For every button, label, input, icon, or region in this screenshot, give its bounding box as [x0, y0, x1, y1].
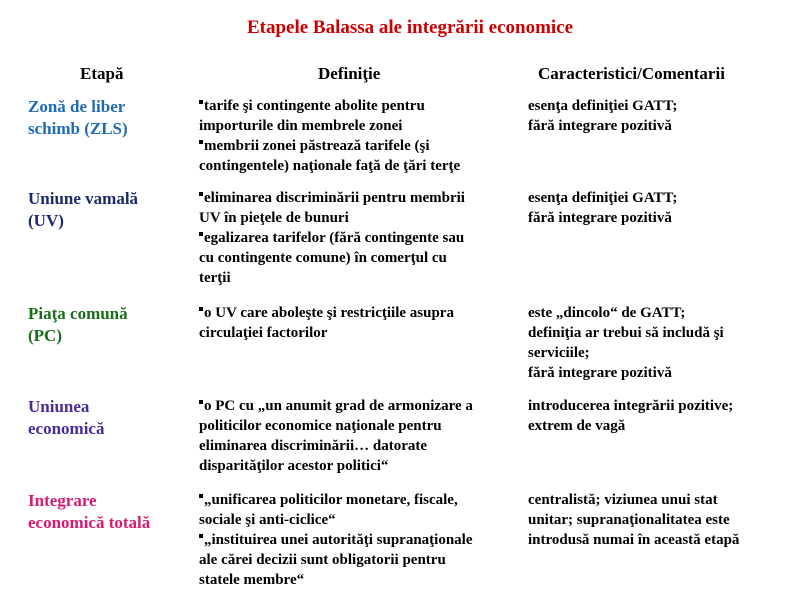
comments-pc — [528, 303, 783, 383]
stage-uv-line1: Uniune vamală — [28, 189, 139, 208]
comment-line: esenţa definiţiei GATT; — [528, 190, 678, 206]
comment-line: esenţa definiţiei GATT; — [528, 98, 678, 114]
definition-pc-bullet-1 — [199, 303, 509, 323]
definition-line: cu contingente comune) în comerţul cu — [199, 250, 447, 266]
stage-iet-line2: economică totală — [28, 513, 151, 532]
definition-line: „instituirea unei autorităţi supranaţionale — [204, 532, 473, 548]
definition-line: contingentele) naţionale faţă de ţări terţe — [199, 158, 461, 174]
definition-line: importurile din membrele zonei — [199, 118, 403, 134]
header-comments: Caracteristici/Comentarii — [538, 64, 725, 83]
definition-uv-bullet-1 — [199, 188, 509, 208]
header-stage: Etapă — [80, 64, 124, 83]
comments-iet — [528, 490, 783, 550]
stage-pc-line1: Piaţa comună — [28, 304, 128, 323]
header-definition: Definiţie — [318, 64, 381, 83]
comment-line: introdusă numai în această etapă — [528, 532, 740, 548]
page-title: Etapele Balassa ale integrării economice — [246, 17, 574, 38]
definition-line: eliminarea discriminării… datorate — [199, 438, 428, 454]
definition-line: tarife şi contingente abolite pentru — [204, 98, 425, 114]
definition-zls-bullet-1 — [199, 96, 509, 116]
definition-iet-bullet-2 — [199, 530, 509, 550]
comment-line: extrem de vagă — [528, 418, 626, 434]
comment-line: fără integrare pozitivă — [528, 118, 672, 134]
comment-line: fără integrare pozitivă — [528, 210, 672, 226]
stage-ue — [28, 396, 104, 440]
comment-line: este „dincolo“ de GATT; — [528, 305, 686, 321]
definition-zls — [199, 96, 509, 176]
comment-line: serviciile; — [528, 345, 590, 361]
definition-line: politicilor economice naţionale pentru — [199, 418, 442, 434]
comments-ue — [528, 396, 783, 436]
definition-uv — [199, 188, 509, 288]
definition-line: o UV care aboleşte şi restricţiile asupra — [204, 305, 454, 321]
definition-ue-bullet-1 — [199, 396, 509, 416]
definition-line: UV în pieţele de bunuri — [199, 210, 349, 226]
stage-iet — [28, 490, 150, 534]
stage-uv-line2: (UV) — [28, 211, 64, 230]
stage-zls-line1: Zonă de liber — [28, 97, 126, 116]
definition-line: statele membre“ — [199, 572, 305, 588]
comment-line: introducerea integrării pozitive; — [528, 398, 734, 414]
definition-ue — [199, 396, 509, 476]
definition-line: „unificarea politicilor monetare, fiscale, — [204, 492, 458, 508]
comments-zls — [528, 96, 783, 136]
definition-line: circulaţiei factorilor — [199, 325, 328, 341]
definition-iet — [199, 490, 509, 590]
comment-line: definiţia ar trebui să includă şi — [528, 325, 724, 341]
definition-line: membrii zonei păstrează tarifele (şi — [204, 138, 430, 154]
comment-line: centralistă; viziunea unui stat — [528, 492, 718, 508]
stage-zls — [28, 96, 128, 140]
stage-iet-line1: Integrare — [28, 491, 97, 510]
comments-uv — [528, 188, 783, 228]
comment-line: unitar; supranaţionalitatea este — [528, 512, 730, 528]
stage-uv — [28, 188, 138, 232]
stage-zls-line2: schimb (ZLS) — [28, 119, 128, 138]
definition-line: eliminarea discriminării pentru membrii — [204, 190, 465, 206]
definition-line: o PC cu „un anumit grad de armonizare a — [204, 398, 473, 414]
stage-ue-line2: economică — [28, 419, 105, 438]
definition-line: ale cărei decizii sunt obligatorii pentru — [199, 552, 446, 568]
stage-pc — [28, 303, 128, 347]
definition-pc — [199, 303, 509, 343]
definition-uv-bullet-2 — [199, 228, 509, 248]
stage-ue-line1: Uniunea — [28, 397, 90, 416]
definition-zls-bullet-2 — [199, 136, 509, 156]
comment-line: fără integrare pozitivă — [528, 365, 672, 381]
stage-pc-line2: (PC) — [28, 326, 62, 345]
definition-line: sociale şi anti-ciclice“ — [199, 512, 336, 528]
definition-iet-bullet-1 — [199, 490, 509, 510]
definition-line: egalizarea tarifelor (fără contingente sau — [204, 230, 465, 246]
definition-line: disparităţilor acestor politici“ — [199, 458, 389, 474]
definition-line: terţii — [199, 270, 231, 286]
